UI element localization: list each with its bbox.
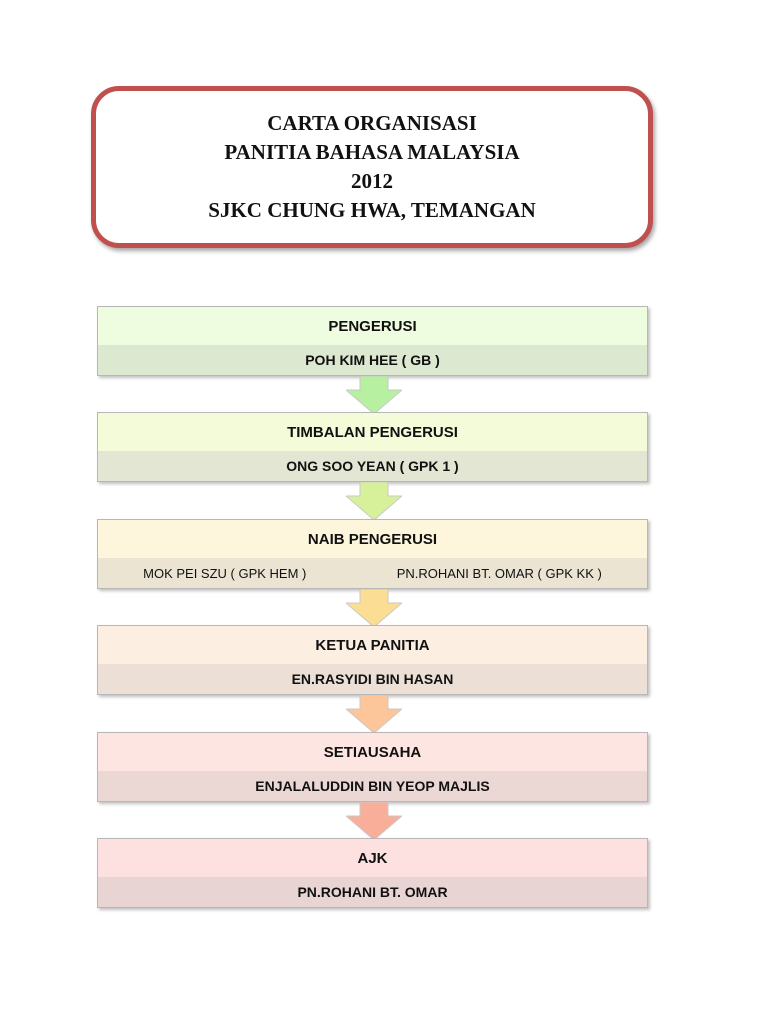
- role-label: NAIB PENGERUSI: [98, 520, 647, 558]
- level-pengerusi: [97, 306, 648, 376]
- level-ajk: [97, 838, 648, 908]
- level-ketua-panitia: [97, 625, 648, 695]
- level-setiausaha: [97, 732, 648, 802]
- member-names: [98, 558, 647, 588]
- level-timbalan-pengerusi: [97, 412, 648, 482]
- member-name: ONG SOO YEAN ( GPK 1 ): [98, 451, 647, 481]
- title-box: [91, 86, 653, 248]
- down-arrow-icon: [346, 376, 402, 414]
- member-name: EN.RASYIDI BIN HASAN: [98, 664, 647, 694]
- role-label: PENGERUSI: [98, 307, 647, 345]
- role-label: TIMBALAN PENGERUSI: [98, 413, 647, 451]
- down-arrow-icon: [346, 482, 402, 520]
- role-label: KETUA PANITIA: [98, 626, 647, 664]
- member-name: POH KIM HEE ( GB ): [98, 345, 647, 375]
- role-label: SETIAUSAHA: [98, 733, 647, 771]
- down-arrow-icon: [346, 802, 402, 840]
- member-name: ENJALALUDDIN BIN YEOP MAJLIS: [98, 771, 647, 801]
- member-name: PN.ROHANI BT. OMAR: [98, 877, 647, 907]
- level-naib-pengerusi: [97, 519, 648, 589]
- down-arrow-icon: [346, 695, 402, 733]
- member-name: PN.ROHANI BT. OMAR ( GPK KK ): [396, 565, 602, 581]
- member-name: MOK PEI SZU ( GPK HEM ): [143, 565, 307, 581]
- role-label: AJK: [98, 839, 647, 877]
- title-line-4: SJKC CHUNG HWA, TEMANGAN: [208, 198, 536, 222]
- title-line-2: PANITIA BAHASA MALAYSIA: [224, 140, 520, 164]
- title-line-3: 2012: [351, 169, 393, 193]
- down-arrow-icon: [346, 589, 402, 627]
- title-line-1: CARTA ORGANISASI: [267, 111, 477, 135]
